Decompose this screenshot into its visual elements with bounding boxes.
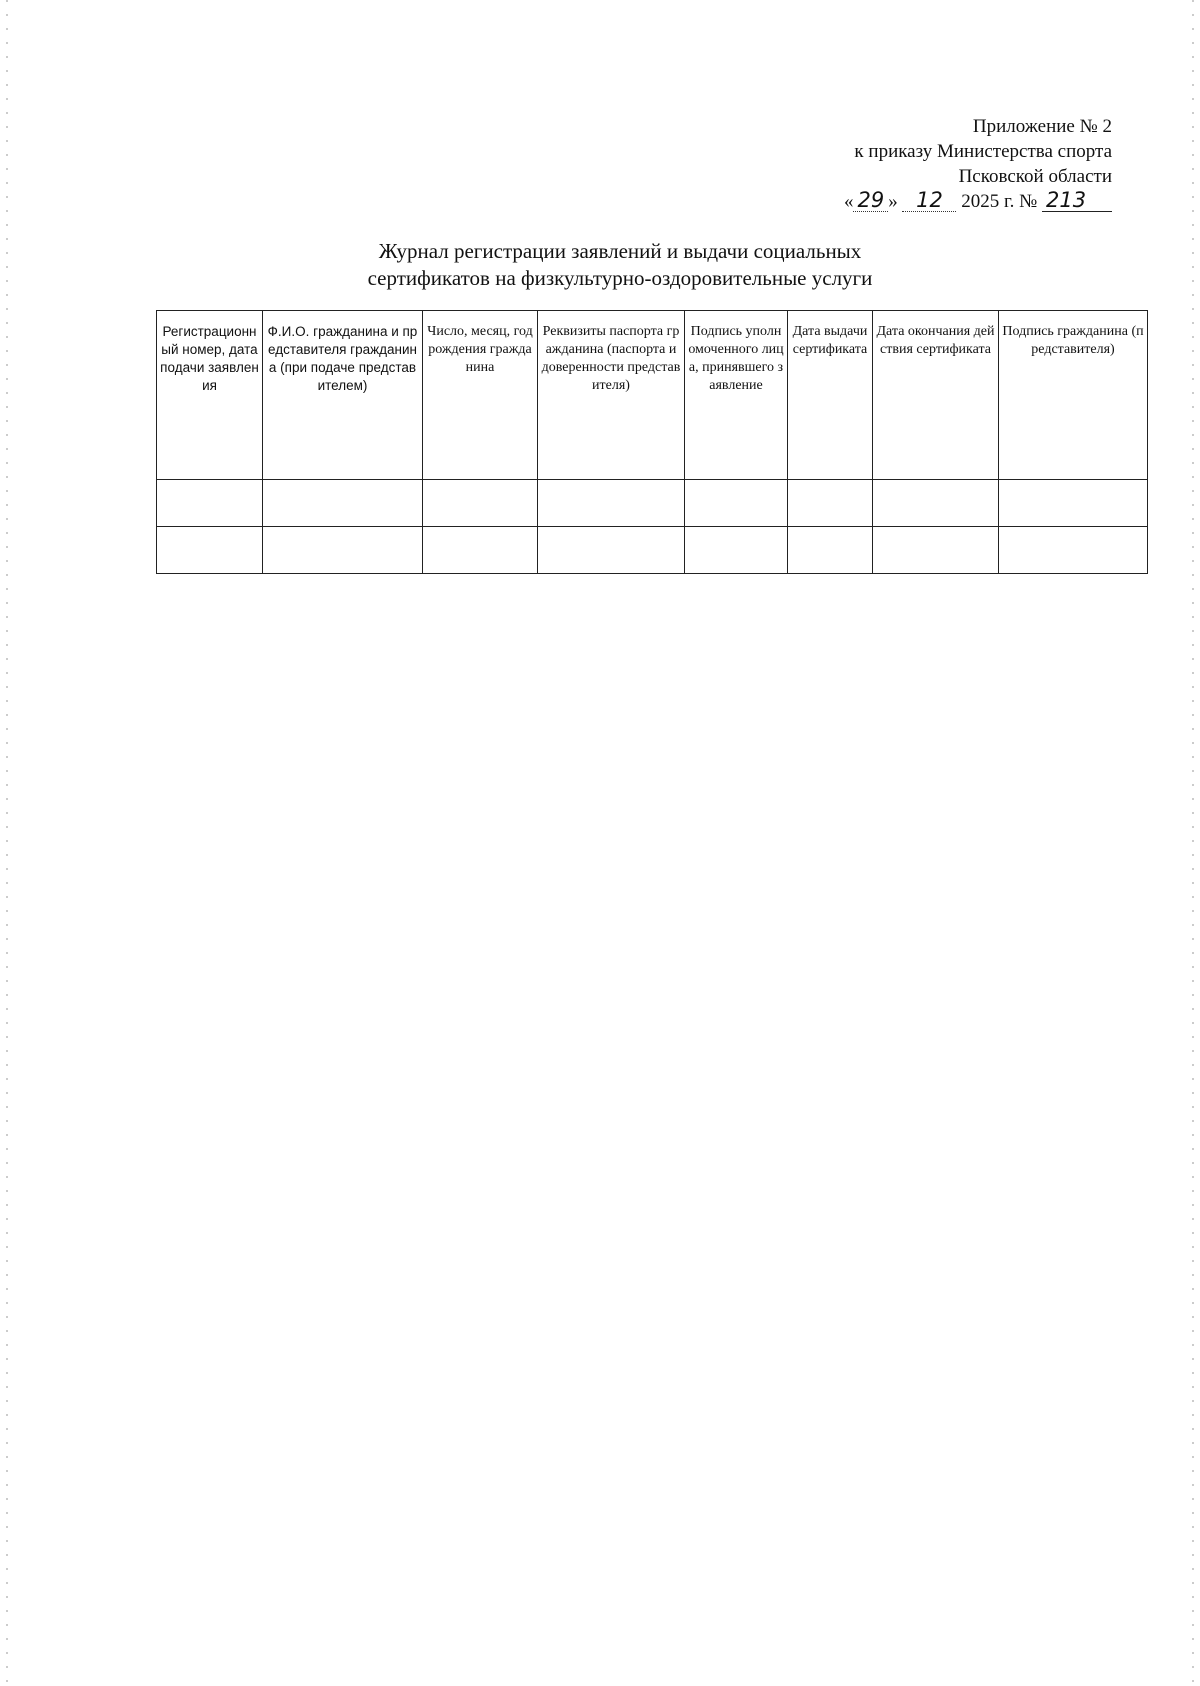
table-cell — [788, 480, 873, 527]
registration-journal-table — [156, 310, 1148, 574]
table-cell — [999, 480, 1148, 527]
date-month: 12 — [902, 189, 956, 212]
order-number: 213 — [1042, 189, 1112, 212]
table-header-row — [157, 311, 1148, 480]
title-line-1: Журнал регистрации заявлений и выдачи социальных — [378, 239, 862, 263]
table-cell — [263, 480, 423, 527]
header-reg-number: Регистрационный номер, дата подачи заявления — [157, 311, 263, 480]
date-day: 29 — [853, 189, 888, 212]
header-birth-date: Число, месяц, год рождения гражданина — [423, 311, 538, 480]
table-cell — [873, 527, 999, 574]
document-title — [300, 238, 940, 292]
table-cell — [157, 480, 263, 527]
table-cell — [538, 527, 685, 574]
header-official-signature: Подпись уполномоченного лица, принявшего заявление — [685, 311, 788, 480]
scan-edge-right — [1192, 0, 1194, 1686]
table-cell — [423, 480, 538, 527]
title-line-2: сертификатов на физкультурно-оздоровительные услуги — [367, 266, 873, 290]
approval-line-1: Приложение № 2 — [972, 116, 1112, 137]
approval-block — [692, 114, 1112, 214]
table-cell — [873, 480, 999, 527]
table-cell — [423, 527, 538, 574]
table-cell — [788, 527, 873, 574]
approval-date-line — [692, 189, 1112, 214]
table-row — [157, 527, 1148, 574]
table-cell — [157, 527, 263, 574]
date-close-quote: » — [888, 191, 898, 212]
table-cell — [999, 527, 1148, 574]
table-cell — [685, 480, 788, 527]
header-issue-date: Дата выдачи сертификата — [788, 311, 873, 480]
date-year: 2025 г. № — [961, 191, 1038, 212]
header-passport-details: Реквизиты паспорта гражданина (паспорта и доверенности представителя) — [538, 311, 685, 480]
scan-edge-left — [6, 0, 8, 1686]
header-expiry-date: Дата окончания действия сертификата — [873, 311, 999, 480]
table-cell — [685, 527, 788, 574]
table-cell — [538, 480, 685, 527]
header-citizen-signature: Подпись гражданина (представителя) — [999, 311, 1148, 480]
approval-line-3: Псковской области — [958, 166, 1112, 187]
date-open-quote: « — [843, 191, 854, 212]
header-full-name: Ф.И.О. гражданина и представителя гражданина (при подаче представителем) — [263, 311, 423, 480]
table-row — [157, 480, 1148, 527]
approval-line-2: к приказу Министерства спорта — [854, 141, 1112, 162]
table-cell — [263, 527, 423, 574]
